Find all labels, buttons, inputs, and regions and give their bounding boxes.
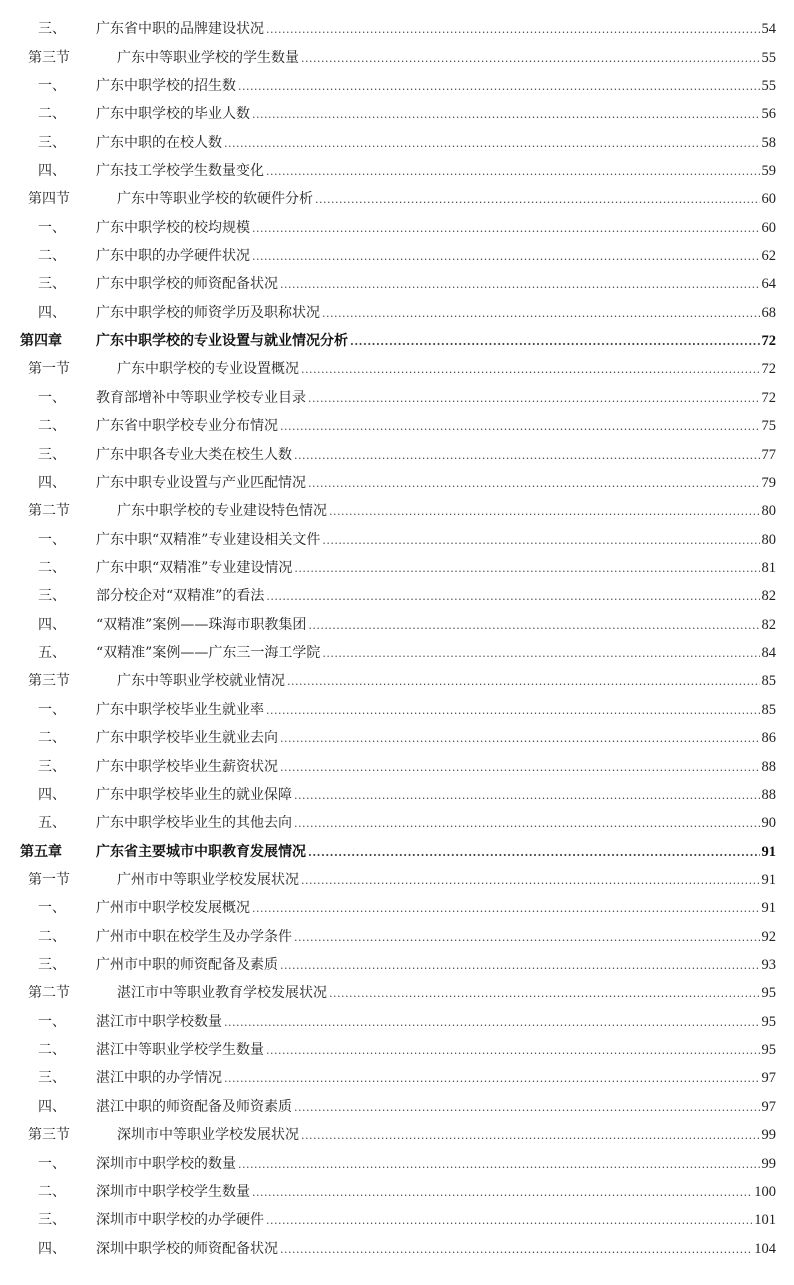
toc-marker: 第三节 <box>28 49 70 66</box>
toc-title[interactable]: 湛江中职的办学情况 <box>96 1070 222 1087</box>
toc-item-entry[interactable] <box>0 156 794 184</box>
toc-marker: 二、 <box>38 1183 66 1200</box>
toc-marker: 三、 <box>38 276 66 293</box>
toc-title[interactable]: 深圳市中职学校的办学硬件 <box>96 1212 264 1229</box>
toc-entry-body <box>96 1181 776 1201</box>
toc-entry-body <box>96 217 776 237</box>
toc-marker: 四、 <box>38 1098 66 1115</box>
page-number: 72 <box>761 333 776 350</box>
dot-leader <box>322 647 759 660</box>
dot-leader <box>301 52 760 65</box>
dot-leader <box>266 165 760 178</box>
toc-entry-body <box>96 415 776 435</box>
page-number: 91 <box>761 871 776 888</box>
dot-leader <box>266 23 760 36</box>
toc-marker: 第四章 <box>20 333 62 350</box>
page-number: 55 <box>761 49 776 66</box>
toc-title[interactable]: 广东技工学校学生数量变化 <box>96 162 264 179</box>
toc-item-entry[interactable] <box>0 298 794 326</box>
toc-entry-body <box>96 954 776 974</box>
toc-entry-body <box>96 1209 776 1229</box>
page-number: 100 <box>754 1183 776 1200</box>
dot-leader <box>252 222 760 235</box>
toc-item-entry[interactable] <box>0 1063 794 1091</box>
toc-item-entry[interactable] <box>0 1092 794 1120</box>
toc-entry-body <box>96 841 776 861</box>
page-number: 93 <box>761 957 776 974</box>
toc-entry-body <box>96 1011 776 1031</box>
dot-leader <box>294 817 760 830</box>
page-number: 72 <box>761 361 776 378</box>
dot-leader <box>329 987 760 1000</box>
toc-item-entry[interactable] <box>0 780 794 808</box>
toc-section-entry[interactable] <box>0 978 794 1006</box>
toc-title[interactable]: 广东中职学校毕业生的就业保障 <box>96 786 292 803</box>
dot-leader <box>238 80 760 93</box>
page-number: 58 <box>761 134 776 151</box>
toc-title[interactable]: 广东中职学校的师资配备状况 <box>96 276 278 293</box>
toc-entry-body <box>117 47 776 67</box>
toc-marker: 三、 <box>38 1212 66 1229</box>
dot-leader <box>280 420 760 433</box>
toc-title[interactable]: 广东中职学校的师资学历及职称状况 <box>96 304 320 321</box>
page-number: 80 <box>761 531 776 548</box>
toc-entry-body <box>96 812 776 832</box>
toc-entry-body <box>96 103 776 123</box>
toc-item-entry[interactable] <box>0 411 794 439</box>
dot-leader <box>266 590 759 603</box>
toc-item-entry[interactable] <box>0 1177 794 1205</box>
toc-title[interactable]: 湛江市中等职业教育学校发展状况 <box>117 985 327 1002</box>
toc-entry-body <box>96 727 776 747</box>
page-number: 101 <box>754 1212 776 1229</box>
dot-leader <box>252 250 760 263</box>
page-number: 82 <box>761 616 776 633</box>
page-number: 60 <box>761 191 776 208</box>
toc-marker: 四、 <box>38 474 66 491</box>
toc-title[interactable]: “双精准”案例——广东三一海工学院 <box>96 645 321 662</box>
toc-entry-body <box>96 1153 776 1173</box>
dot-leader <box>329 505 760 518</box>
toc-entry-body <box>96 897 776 917</box>
toc-title[interactable]: 湛江市中职学校数量 <box>96 1013 222 1030</box>
page-number: 85 <box>761 701 776 718</box>
toc-entry-body <box>96 160 776 180</box>
dot-leader <box>308 477 760 490</box>
toc-marker: 三、 <box>38 21 66 38</box>
toc-item-entry[interactable] <box>0 1233 794 1261</box>
toc-item-entry[interactable] <box>0 14 794 42</box>
page-number: 97 <box>761 1070 776 1087</box>
toc-item-entry[interactable] <box>0 638 794 666</box>
toc-marker: 四、 <box>38 616 66 633</box>
toc-title[interactable]: 广东中职“双精准”专业建设相关文件 <box>96 531 321 548</box>
toc-marker: 第三节 <box>28 673 70 690</box>
toc-entry-body <box>117 188 776 208</box>
dot-leader <box>294 931 760 944</box>
toc-title[interactable]: 广州市中职的师资配备及素质 <box>96 957 278 974</box>
toc-item-entry[interactable] <box>0 553 794 581</box>
page-number: 91 <box>761 900 776 917</box>
toc-title[interactable]: 广东中职“双精准”专业建设情况 <box>96 560 293 576</box>
toc-entry-body <box>96 756 776 776</box>
page-number: 95 <box>761 985 776 1002</box>
toc-marker: 二、 <box>38 1042 66 1059</box>
page-number: 82 <box>761 588 776 605</box>
toc-entry-body <box>96 132 776 152</box>
toc-marker: 第二节 <box>28 985 70 1002</box>
toc-marker: 四、 <box>38 1240 66 1257</box>
dot-leader <box>252 108 760 121</box>
toc-item-entry[interactable] <box>0 439 794 467</box>
toc-marker: 二、 <box>38 560 66 576</box>
toc-title[interactable]: 广东省中职的品牌建设状况 <box>96 21 264 38</box>
toc-section-entry[interactable] <box>0 1120 794 1148</box>
dot-leader <box>301 874 760 887</box>
toc-entry-body <box>96 557 776 577</box>
toc-title[interactable]: 深圳市中职学校的数量 <box>96 1155 236 1172</box>
dot-leader <box>301 363 760 376</box>
toc-entry-body <box>117 670 776 690</box>
dot-leader <box>294 562 759 575</box>
toc-marker: 第一节 <box>28 361 70 378</box>
toc-item-entry[interactable] <box>0 71 794 99</box>
toc-item-entry[interactable] <box>0 127 794 155</box>
toc-title[interactable]: 广州市中等职业学校发展状况 <box>117 871 299 888</box>
page-number: 64 <box>761 276 776 293</box>
toc-entry-body <box>96 18 776 38</box>
dot-leader <box>252 1186 752 1199</box>
toc-marker: 一、 <box>38 219 66 236</box>
toc-title[interactable]: 广东中等职业学校的软硬件分析 <box>117 191 313 208</box>
dot-leader <box>252 902 760 915</box>
page-number: 60 <box>761 219 776 236</box>
toc-title[interactable]: 广东中职的在校人数 <box>96 134 222 151</box>
page-number: 95 <box>761 1042 776 1059</box>
toc-item-entry[interactable] <box>0 610 794 638</box>
toc-item-entry[interactable] <box>0 1007 794 1035</box>
page-number: 62 <box>761 248 776 265</box>
toc-marker: 第五章 <box>20 843 62 860</box>
dot-leader <box>308 619 759 632</box>
toc-marker: 二、 <box>38 248 66 265</box>
toc-item-entry[interactable] <box>0 950 794 978</box>
toc-item-entry[interactable] <box>0 99 794 127</box>
toc-title[interactable]: 广东中职学校毕业生薪资状况 <box>96 758 278 775</box>
toc-entry-body <box>117 1124 776 1144</box>
toc-item-entry[interactable] <box>0 695 794 723</box>
toc-entry-body <box>96 444 776 464</box>
toc-marker: 三、 <box>38 957 66 974</box>
toc-title[interactable]: 广东中职学校的专业设置概况 <box>117 361 299 378</box>
toc-item-entry[interactable] <box>0 383 794 411</box>
dot-leader <box>308 846 760 859</box>
toc-entry-body <box>117 982 776 1002</box>
toc-title[interactable]: 广州市中职在校学生及办学条件 <box>96 928 292 945</box>
toc-section-entry[interactable] <box>0 496 794 524</box>
page-number: 85 <box>761 673 776 690</box>
toc-entry-body <box>117 358 776 378</box>
toc-section-entry[interactable] <box>0 354 794 382</box>
toc-entry-body <box>96 784 776 804</box>
page-number: 97 <box>761 1098 776 1115</box>
toc-title[interactable]: 广东中职学校毕业生的其他去向 <box>96 815 292 832</box>
toc-title[interactable]: 广东省主要城市中职教育发展情况 <box>96 843 306 860</box>
toc-entry-body <box>96 614 776 634</box>
toc-item-entry[interactable] <box>0 241 794 269</box>
page-number: 80 <box>761 503 776 520</box>
toc-marker: 四、 <box>38 162 66 179</box>
toc-marker: 一、 <box>38 77 66 94</box>
dot-leader <box>238 1158 760 1171</box>
toc-marker: 第一节 <box>28 871 70 888</box>
toc-entry-body <box>96 75 776 95</box>
page-number: 72 <box>761 389 776 406</box>
toc-marker: 一、 <box>38 389 66 406</box>
page-number: 55 <box>761 77 776 94</box>
toc-entry-body <box>96 1096 776 1116</box>
page-number: 84 <box>761 645 776 662</box>
page-number: 77 <box>761 446 776 463</box>
toc-title[interactable]: 深圳市中职学校学生数量 <box>96 1183 250 1200</box>
toc-section-entry[interactable] <box>0 666 794 694</box>
toc-title[interactable]: 广州市中职学校发展概况 <box>96 900 250 917</box>
dot-leader <box>280 1243 752 1256</box>
dot-leader <box>224 137 760 150</box>
dot-leader <box>280 959 760 972</box>
page-number: 88 <box>761 786 776 803</box>
toc-entry-body <box>96 245 776 265</box>
dot-leader <box>280 761 760 774</box>
toc-title[interactable]: 深圳市中等职业学校发展状况 <box>117 1127 299 1144</box>
toc-marker: 四、 <box>38 786 66 803</box>
dot-leader <box>322 534 759 547</box>
dot-leader <box>315 193 760 206</box>
toc-chapter-entry[interactable] <box>0 326 794 354</box>
dot-leader <box>301 1129 760 1142</box>
toc-title[interactable]: 湛江中等职业学校学生数量 <box>96 1042 264 1059</box>
toc-title[interactable]: 广东中职学校的专业建设特色情况 <box>117 503 327 520</box>
toc-title[interactable]: 湛江中职的师资配备及师资素质 <box>96 1098 292 1115</box>
toc-item-entry[interactable] <box>0 922 794 950</box>
toc-marker: 一、 <box>38 1155 66 1172</box>
page-number: 90 <box>761 815 776 832</box>
toc-marker: 四、 <box>38 304 66 321</box>
page-number: 92 <box>761 928 776 945</box>
toc-title[interactable]: 广东中职学校的专业设置与就业情况分析 <box>96 333 348 350</box>
toc-entry-body <box>117 500 776 520</box>
toc-entry-body <box>96 1067 776 1087</box>
toc-entry-body <box>96 926 776 946</box>
toc-entry-body <box>96 273 776 293</box>
toc-title[interactable]: 广东省中职学校专业分布情况 <box>96 418 278 435</box>
toc-item-entry[interactable] <box>0 723 794 751</box>
toc-marker: 二、 <box>38 730 66 747</box>
toc-title[interactable]: “双精准”案例——珠海市职教集团 <box>96 616 307 633</box>
toc-entry-body <box>96 472 776 492</box>
page-number: 79 <box>761 474 776 491</box>
dot-leader <box>287 675 760 688</box>
toc-marker: 一、 <box>38 531 66 548</box>
toc-entry-body <box>96 642 776 662</box>
toc-marker: 第二节 <box>28 503 70 520</box>
toc-item-entry[interactable] <box>0 213 794 241</box>
toc-title[interactable]: 教育部增补中等职业学校专业目录 <box>96 389 306 406</box>
toc-section-entry[interactable] <box>0 42 794 70</box>
dot-leader <box>266 1044 760 1057</box>
toc-title[interactable]: 广东中职的办学硬件状况 <box>96 248 250 265</box>
dot-leader <box>224 1072 760 1085</box>
page-number: 95 <box>761 1013 776 1030</box>
toc-marker: 二、 <box>38 106 66 123</box>
dot-leader <box>294 1101 760 1114</box>
dot-leader <box>280 732 760 745</box>
page-number: 88 <box>761 758 776 775</box>
toc-marker: 一、 <box>38 701 66 718</box>
toc-section-entry[interactable] <box>0 184 794 212</box>
toc-item-entry[interactable] <box>0 1148 794 1176</box>
toc-entry-body <box>96 529 776 549</box>
dot-leader <box>280 278 760 291</box>
toc-entry-body <box>96 1238 776 1258</box>
dot-leader <box>266 704 760 717</box>
toc-entry-body <box>96 330 776 350</box>
toc-chapter-entry[interactable] <box>0 836 794 864</box>
toc-title[interactable]: 广东中职专业设置与产业匹配情况 <box>96 474 306 491</box>
page-number: 54 <box>761 21 776 38</box>
page-number: 75 <box>761 418 776 435</box>
toc-title[interactable]: 广东中等职业学校的学生数量 <box>117 49 299 66</box>
page-number: 104 <box>754 1240 776 1257</box>
toc-marker: 一、 <box>38 1013 66 1030</box>
page-number: 68 <box>761 304 776 321</box>
toc-title[interactable]: 广东中职学校的校均规模 <box>96 219 250 236</box>
toc-marker: 第三节 <box>28 1127 70 1144</box>
toc-entry-body <box>117 869 776 889</box>
toc-marker: 第四节 <box>28 191 70 208</box>
toc-marker: 二、 <box>38 928 66 945</box>
toc-item-entry[interactable] <box>0 893 794 921</box>
toc-marker: 三、 <box>38 1070 66 1087</box>
toc-marker: 三、 <box>38 446 66 463</box>
page-number: 56 <box>761 106 776 123</box>
toc-entry-body <box>96 387 776 407</box>
toc-item-entry[interactable] <box>0 1035 794 1063</box>
toc-marker: 五、 <box>38 815 66 832</box>
page-number: 99 <box>761 1155 776 1172</box>
toc-section-entry[interactable] <box>0 865 794 893</box>
toc-title[interactable]: 部分校企对“双精准”的看法 <box>96 588 265 605</box>
toc-title[interactable]: 广东中职各专业大类在校生人数 <box>96 446 292 463</box>
toc-marker: 三、 <box>38 134 66 151</box>
toc-entry-body <box>96 585 776 605</box>
toc-title[interactable]: 广东中职学校毕业生就业去向 <box>96 730 278 747</box>
dot-leader <box>294 789 760 802</box>
table-of-contents <box>0 14 794 1262</box>
toc-item-entry[interactable] <box>0 751 794 779</box>
dot-leader <box>308 392 760 405</box>
toc-title[interactable]: 广东中职学校的毕业人数 <box>96 106 250 123</box>
toc-entry-body <box>96 1039 776 1059</box>
toc-title[interactable]: 深圳中职学校的师资配备状况 <box>96 1240 278 1257</box>
toc-item-entry[interactable] <box>0 468 794 496</box>
page-number: 86 <box>761 730 776 747</box>
toc-marker: 五、 <box>38 645 66 662</box>
toc-marker: 一、 <box>38 900 66 917</box>
page-number: 99 <box>761 1127 776 1144</box>
toc-title[interactable]: 广东中职学校的招生数 <box>96 77 236 94</box>
toc-title[interactable]: 广东中职学校毕业生就业率 <box>96 701 264 718</box>
page-number: 91 <box>761 843 776 860</box>
dot-leader <box>224 1016 760 1029</box>
toc-item-entry[interactable] <box>0 524 794 552</box>
dot-leader <box>266 1214 752 1227</box>
page-number: 81 <box>761 560 776 576</box>
toc-marker: 二、 <box>38 418 66 435</box>
toc-entry-body <box>96 699 776 719</box>
toc-marker: 三、 <box>38 588 66 605</box>
toc-title[interactable]: 广东中等职业学校就业情况 <box>117 673 285 690</box>
dot-leader <box>350 335 760 348</box>
toc-item-entry[interactable] <box>0 808 794 836</box>
toc-item-entry[interactable] <box>0 581 794 609</box>
dot-leader <box>294 449 760 462</box>
page-number: 59 <box>761 162 776 179</box>
toc-item-entry[interactable] <box>0 269 794 297</box>
toc-marker: 三、 <box>38 758 66 775</box>
toc-entry-body <box>96 302 776 322</box>
toc-item-entry[interactable] <box>0 1205 794 1233</box>
dot-leader <box>322 307 760 320</box>
